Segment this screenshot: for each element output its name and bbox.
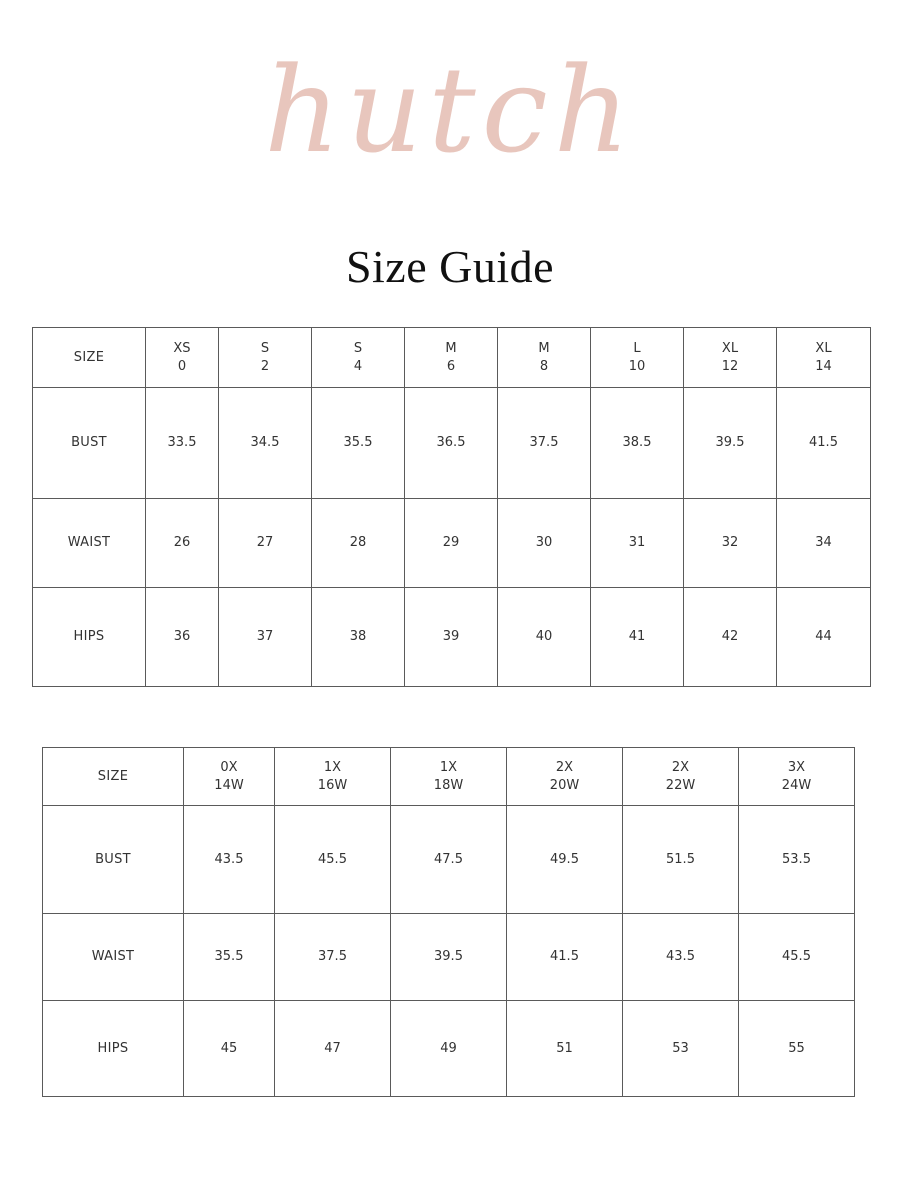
bust-cell: 37.5: [498, 388, 591, 499]
size-header-cell: [684, 328, 777, 388]
size-letter: 1X: [323, 759, 342, 775]
page-title: Size Guide: [345, 241, 555, 292]
hips-cell: 51: [507, 1001, 623, 1097]
size-header-cell: [623, 748, 739, 806]
size-header-cell: [777, 328, 871, 388]
bust-cell: 39.5: [684, 388, 777, 499]
row-label-size: SIZE: [43, 748, 184, 806]
size-header-cell: [184, 748, 275, 806]
size-header-cell: [146, 328, 219, 388]
row-label-hips: HIPS: [43, 1001, 184, 1097]
row-label-waist: WAIST: [33, 499, 146, 588]
hips-cell: 45: [184, 1001, 275, 1097]
row-label-waist: WAIST: [43, 914, 184, 1001]
size-number: 22W: [665, 777, 696, 793]
waist-cell: 26: [146, 499, 219, 588]
size-letter: S: [353, 340, 363, 356]
table-row-size: [43, 748, 855, 806]
table-row-hips: [43, 1001, 855, 1097]
size-header-cell: [391, 748, 507, 806]
hips-cell: 53: [623, 1001, 739, 1097]
waist-cell: 27: [219, 499, 312, 588]
row-label-hips: HIPS: [33, 588, 146, 687]
hips-cell: 39: [405, 588, 498, 687]
size-number: 18W: [433, 777, 464, 793]
bust-cell: 38.5: [591, 388, 684, 499]
size-letter: XL: [815, 340, 832, 356]
bust-cell: 36.5: [405, 388, 498, 499]
size-header-cell: [739, 748, 855, 806]
bust-cell: 34.5: [219, 388, 312, 499]
size-letter: 2X: [555, 759, 574, 775]
waist-cell: 35.5: [184, 914, 275, 1001]
size-table-standard: [32, 327, 871, 687]
table-row-waist: [33, 499, 871, 588]
size-number: 10: [628, 358, 646, 374]
size-number: 2: [260, 358, 270, 374]
waist-cell: 41.5: [507, 914, 623, 1001]
hips-cell: 36: [146, 588, 219, 687]
size-letter: 0X: [220, 759, 238, 775]
hips-cell: 44: [777, 588, 871, 687]
size-table-plus: [42, 747, 855, 1097]
hips-cell: 47: [275, 1001, 391, 1097]
hips-cell: 55: [739, 1001, 855, 1097]
size-header-cell: [275, 748, 391, 806]
size-letter: S: [260, 340, 270, 356]
size-letter: XS: [173, 340, 191, 356]
bust-cell: 35.5: [312, 388, 405, 499]
bust-cell: 45.5: [275, 806, 391, 914]
waist-cell: 45.5: [739, 914, 855, 1001]
hips-cell: 49: [391, 1001, 507, 1097]
bust-cell: 33.5: [146, 388, 219, 499]
waist-cell: 28: [312, 499, 405, 588]
size-header-cell: [591, 328, 684, 388]
brand-logo-text: hutch: [264, 41, 636, 179]
size-number: 14W: [214, 777, 244, 793]
table-row-size: [33, 328, 871, 388]
waist-cell: 43.5: [623, 914, 739, 1001]
table-row-bust: [43, 806, 855, 914]
size-header-cell: [312, 328, 405, 388]
hips-cell: 40: [498, 588, 591, 687]
table-row-hips: [33, 588, 871, 687]
size-number: 14: [815, 358, 832, 374]
size-letter: L: [633, 340, 641, 356]
size-letter: M: [445, 340, 457, 356]
size-number: 6: [446, 358, 456, 374]
table-row-waist: [43, 914, 855, 1001]
hips-cell: 42: [684, 588, 777, 687]
hips-cell: 41: [591, 588, 684, 687]
size-letter: XL: [721, 340, 739, 356]
waist-cell: 39.5: [391, 914, 507, 1001]
waist-cell: 37.5: [275, 914, 391, 1001]
row-label-size: SIZE: [33, 328, 146, 388]
size-letter: 1X: [439, 759, 458, 775]
size-header-cell: [507, 748, 623, 806]
size-number: 8: [539, 358, 549, 374]
brand-logo: [200, 40, 700, 180]
size-header-cell: [405, 328, 498, 388]
size-number: 4: [353, 358, 363, 374]
row-label-bust: BUST: [33, 388, 146, 499]
bust-cell: 53.5: [739, 806, 855, 914]
table-row-bust: [33, 388, 871, 499]
waist-cell: 34: [777, 499, 871, 588]
bust-cell: 41.5: [777, 388, 871, 499]
size-header-cell: [498, 328, 591, 388]
waist-cell: 30: [498, 499, 591, 588]
waist-cell: 31: [591, 499, 684, 588]
bust-cell: 51.5: [623, 806, 739, 914]
size-letter: 2X: [671, 759, 690, 775]
size-header-cell: [219, 328, 312, 388]
waist-cell: 32: [684, 499, 777, 588]
hips-cell: 38: [312, 588, 405, 687]
size-number: 16W: [317, 777, 348, 793]
size-number: 20W: [549, 777, 580, 793]
size-letter: M: [538, 340, 550, 356]
size-number: 12: [721, 358, 739, 374]
hips-cell: 37: [219, 588, 312, 687]
waist-cell: 29: [405, 499, 498, 588]
size-letter: 3X: [787, 759, 806, 775]
bust-cell: 47.5: [391, 806, 507, 914]
size-number: 24W: [781, 777, 812, 793]
bust-cell: 43.5: [184, 806, 275, 914]
size-number: 0: [177, 358, 187, 374]
row-label-bust: BUST: [43, 806, 184, 914]
bust-cell: 49.5: [507, 806, 623, 914]
